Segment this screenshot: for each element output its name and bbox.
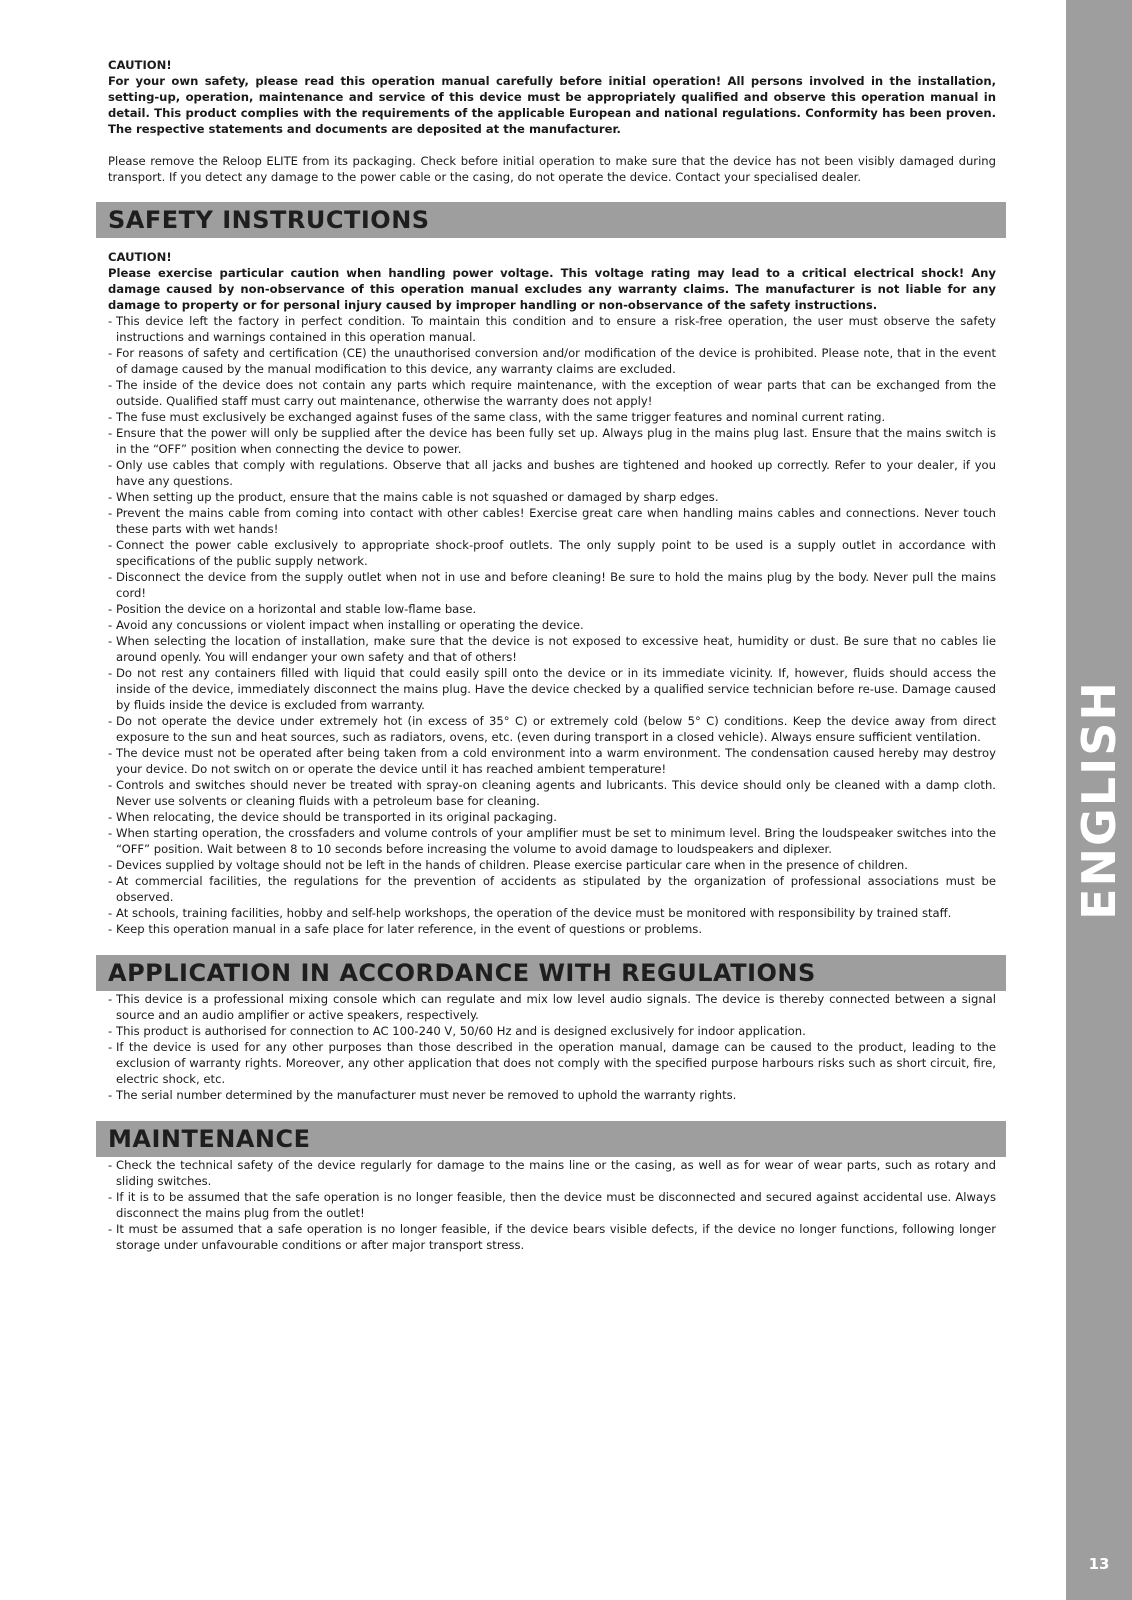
list-item: - Only use cables that comply with regulations. Observe that all jacks and bushes are tightened and hooked up correctly. Refer to your dealer, if you have any questions. (108, 457, 996, 489)
list-item: - Check the technical safety of the device regularly for damage to the mains line or the casing, as well as for wear of wear parts, such as rotary and sliding switches. (108, 1157, 996, 1189)
page-number: 13 (1088, 1555, 1110, 1573)
list-item: - It must be assumed that a safe operation is no longer feasible, if the device bears visible defects, if the device no longer functions, following longer storage under unfavourable conditions or after major transport stress. (108, 1221, 996, 1253)
list-item: - Ensure that the power will only be supplied after the device has been fully set up. Always plug in the mains plug last. Ensure that the mains switch is in the “OFF” position when connecting the device to power. (108, 425, 996, 457)
list-item: - If the device is used for any other purposes than those described in the operation manual, damage can be caused to the product, leading to the exclusion of warranty rights. Moreover, any other application that does not comply with the specified purpose harbours risks such as short circuit, fire, electric shock, etc. (108, 1039, 996, 1087)
list-item: - The serial number determined by the manufacturer must never be removed to uphold the warranty rights. (108, 1087, 996, 1103)
intro-caution-text: For your own safety, please read this operation manual carefully before initial operation! All persons involved in the installation, setting-up, operation, maintenance and service of this device must be appropriately qualified and observe this operation manual in detail. This product complies with the requirements of the applicable European and national regulations. Conformity has been proven. The respective statements and documents are deposited at the manufacturer. (108, 74, 996, 136)
list-item: - Disconnect the device from the supply outlet when not in use and before cleaning! Be sure to hold the mains plug by the body. Never pull the mains cord! (108, 569, 996, 601)
application-regulations-header (96, 955, 1006, 991)
list-item: - This device left the factory in perfect condition. To maintain this condition and to ensure a risk-free operation, the user must observe the safety instructions and warnings contained in this operation manual. (108, 313, 996, 345)
safety-instructions-list (108, 313, 996, 937)
list-item: - Keep this operation manual in a safe place for later reference, in the event of questions or problems. (108, 921, 996, 937)
list-item: - When starting operation, the crossfaders and volume controls of your amplifier must be set to minimum level. Bring the loudspeaker switches into the “OFF” position. Wait between 8 to 10 seconds before increasing the volume to avoid damage to loudspeakers and diplexer. (108, 825, 996, 857)
list-item: - Prevent the mains cable from coming into contact with other cables! Exercise great care when handling mains cables and connections. Never touch these parts with wet hands! (108, 505, 996, 537)
safety-caution-label: CAUTION! (108, 250, 172, 264)
list-item: - The fuse must exclusively be exchanged against fuses of the same class, with the same trigger features and nominal current rating. (108, 409, 996, 425)
list-item: - The device must not be operated after being taken from a cold environment into a warm environment. The condensation caused hereby may destroy your device. Do not switch on or operate the device until it has reached ambient temperature! (108, 745, 996, 777)
safety-instructions-title: SAFETY INSTRUCTIONS (108, 206, 430, 234)
list-item: - This device is a professional mixing console which can regulate and mix low level audio signals. The device is thereby connected between a signal source and an audio amplifier or active speakers, respectively. (108, 991, 996, 1023)
list-item: - At commercial facilities, the regulations for the prevention of accidents as stipulated by the organization of professional associations must be observed. (108, 873, 996, 905)
list-item: - The inside of the device does not contain any parts which require maintenance, with the exception of wear parts that can be exchanged from the outside. Qualified staff must carry out maintenance, otherwise the warranty does not apply! (108, 377, 996, 409)
list-item: - When selecting the location of installation, make sure that the device is not exposed to excessive heat, humidity or dust. Be sure that no cables lie around openly. You will endanger your own safety and that of others! (108, 633, 996, 665)
list-item: - Controls and switches should never be treated with spray-on cleaning agents and lubricants. This device should only be cleaned with a damp cloth. Never use solvents or cleaning fluids with a petroleum base for cleaning. (108, 777, 996, 809)
safety-instructions-header (96, 202, 1006, 238)
application-regulations-title: APPLICATION IN ACCORDANCE WITH REGULATIONS (108, 959, 816, 987)
list-item: - Do not operate the device under extremely hot (in excess of 35° C) or extremely cold (below 5° C) conditions. Keep the device away from direct exposure to the sun and heat sources, such as radiators, ovens, etc. (even during transport in a closed vehicle). Always ensure sufficient ventilation. (108, 713, 996, 745)
language-label: ENGLISH (1072, 680, 1126, 920)
list-item: - When relocating, the device should be transported in its original packaging. (108, 809, 996, 825)
intro-caution-label: CAUTION! (108, 58, 172, 72)
list-item: - When setting up the product, ensure that the mains cable is not squashed or damaged by sharp edges. (108, 489, 996, 505)
list-item: - If it is to be assumed that the safe operation is no longer feasible, then the device must be disconnected and secured against accidental use. Always disconnect the mains plug from the outlet! (108, 1189, 996, 1221)
list-item: - At schools, training facilities, hobby and self-help workshops, the operation of the device must be monitored with responsibility by trained staff. (108, 905, 996, 921)
list-item: - For reasons of safety and certification (CE) the unauthorised conversion and/or modification of the device is prohibited. Please note, that in the event of damage caused by the manual modification to this device, any warranty claims are excluded. (108, 345, 996, 377)
list-item: - This product is authorised for connection to AC 100-240 V, 50/60 Hz and is designed exclusively for indoor application. (108, 1023, 996, 1039)
application-regulations-list (108, 991, 996, 1103)
list-item: - Position the device on a horizontal and stable low-flame base. (108, 601, 996, 617)
maintenance-header (96, 1121, 1006, 1157)
safety-caution-text: Please exercise particular caution when handling power voltage. This voltage rating may lead to a critical electrical shock! Any damage caused by non-observance of this operation manual excludes any warranty claims. The manufacturer is not liable for any damage to property or for personal injury caused by improper handling or non-observance of the safety instructions. (108, 266, 996, 312)
intro-unpacking-paragraph: Please remove the Reloop ELITE from its packaging. Check before initial operation to make sure that the device has not been visibly damaged during transport. If you detect any damage to the power cable or the casing, do not operate the device. Contact your specialised dealer. (108, 154, 996, 184)
list-item: - Devices supplied by voltage should not be left in the hands of children. Please exercise particular care when in the presence of children. (108, 857, 996, 873)
maintenance-list (108, 1157, 996, 1253)
list-item: - Connect the power cable exclusively to appropriate shock-proof outlets. The only supply point to be used is a supply outlet in accordance with specifications of the public supply network. (108, 537, 996, 569)
maintenance-title: MAINTENANCE (108, 1125, 311, 1153)
list-item: - Avoid any concussions or violent impact when installing or operating the device. (108, 617, 996, 633)
manual-page-content (108, 57, 996, 1253)
list-item: - Do not rest any containers filled with liquid that could easily spill onto the device or in its immediate vicinity. If, however, fluids should access the inside of the device, immediately disconnect the mains plug. Have the device checked by a qualified service technician before re-use. Damage caused by fluids inside the device is excluded from warranty. (108, 665, 996, 713)
